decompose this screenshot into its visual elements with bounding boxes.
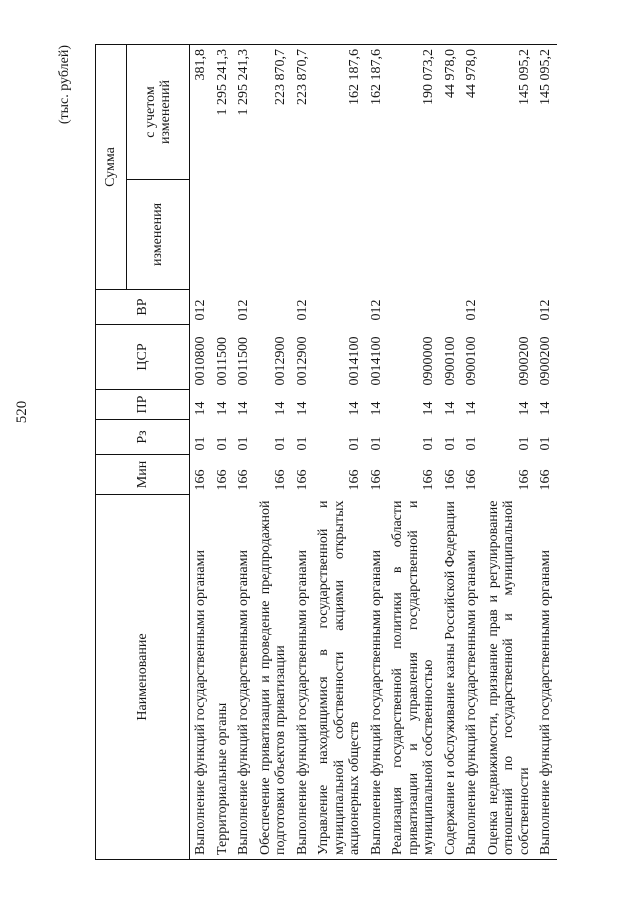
cell-vr: 012 [236, 299, 251, 321]
table-row [292, 45, 314, 860]
cell-change [292, 180, 314, 290]
table-body [190, 45, 557, 860]
cell-total: 145 095,2 [516, 49, 532, 105]
cell-name: Реализация государственной политики в области приватизации и управления государственной и муниципальной собственностью [390, 500, 436, 855]
cell-pr: 14 [421, 401, 436, 416]
cell-min: 166 [193, 469, 208, 491]
cell-min: 166 [294, 469, 310, 491]
cell-rz: 01 [421, 436, 436, 451]
cell-pr: 14 [368, 401, 384, 416]
unit-label: (тыс. рублей) [57, 45, 72, 125]
cell-change [313, 180, 366, 290]
cell-total: 381,8 [193, 49, 208, 81]
header-name: Наименование [96, 495, 190, 860]
cell-total: 44 978,0 [442, 49, 458, 98]
cell-pr: 14 [464, 401, 479, 416]
cell-csr: 0900100 [442, 336, 458, 386]
cell-csr: 0012900 [294, 336, 310, 386]
cell-min: 166 [464, 469, 479, 491]
cell-name: Управление находящимися в государственной и муниципальной собственности акциями открытых акционерных обществ [316, 500, 362, 855]
cell-rz: 01 [368, 436, 384, 451]
cell-csr: 0900000 [421, 336, 436, 386]
cell-name: Содержание и обслуживание казны Российской Федерации [442, 501, 458, 855]
cell-name: Оценка недвижимости, признание прав и регулирование отношений по государственной и муниципальной собственности [485, 500, 532, 855]
table-row [461, 45, 483, 860]
cell-csr: 0900100 [464, 336, 479, 386]
cell-pr: 14 [273, 401, 288, 416]
cell-total: 223 870,7 [294, 49, 310, 105]
table-row [535, 45, 557, 860]
cell-csr: 0900200 [538, 336, 553, 386]
cell-change [440, 180, 462, 290]
cell-name: Территориальные органы [214, 702, 230, 855]
cell-rz: 01 [442, 436, 458, 451]
cell-vr [255, 290, 292, 325]
cell-csr: 0011500 [236, 337, 251, 386]
cell-rz: 01 [273, 436, 288, 451]
budget-table [95, 44, 557, 860]
cell-total: 1 295 241,3 [214, 49, 230, 116]
table-row [483, 45, 536, 860]
cell-pr: 14 [538, 401, 553, 416]
cell-vr [440, 290, 462, 325]
cell-rz: 01 [516, 436, 532, 451]
cell-rz: 01 [193, 436, 208, 451]
cell-name: Выполнение функций государственными органами [294, 550, 310, 855]
cell-vr [483, 290, 536, 325]
cell-name: Выполнение функций государственными органами [464, 550, 479, 855]
cell-csr: 0011500 [214, 337, 230, 386]
cell-pr: 14 [347, 401, 362, 416]
cell-min: 166 [214, 469, 230, 491]
header-sum: Сумма [96, 45, 127, 290]
cell-min: 166 [347, 469, 362, 491]
cell-pr: 14 [193, 401, 208, 416]
cell-name: Выполнение функций государственными органами [538, 550, 553, 855]
cell-name: Выполнение функций государственными органами [368, 550, 384, 855]
cell-change [212, 180, 234, 290]
cell-csr: 0010800 [193, 336, 208, 386]
cell-rz: 01 [464, 436, 479, 451]
cell-total: 223 870,7 [273, 49, 288, 105]
cell-vr [313, 290, 366, 325]
cell-vr: 012 [538, 299, 553, 321]
cell-total: 44 978,0 [464, 49, 479, 98]
cell-csr: 0900200 [516, 336, 532, 386]
cell-change [190, 180, 212, 290]
cell-rz: 01 [214, 436, 230, 451]
cell-csr: 0014100 [347, 336, 362, 386]
cell-change [233, 180, 255, 290]
cell-vr: 012 [464, 299, 479, 321]
table-row [387, 45, 440, 860]
cell-min: 166 [516, 469, 532, 491]
table-row [255, 45, 292, 860]
cell-change [461, 180, 483, 290]
cell-vr: 012 [193, 299, 208, 321]
cell-change [535, 180, 557, 290]
cell-csr: 0012900 [273, 336, 288, 386]
header-change: изменения [127, 180, 190, 290]
cell-pr: 14 [236, 401, 251, 416]
cell-rz: 01 [236, 436, 251, 451]
header-pr: ПР [96, 390, 190, 420]
cell-vr: 012 [294, 299, 310, 321]
cell-rz: 01 [347, 436, 362, 451]
cell-vr [212, 290, 234, 325]
cell-min: 166 [368, 469, 384, 491]
cell-total: 162 187,6 [368, 49, 384, 105]
cell-rz: 01 [294, 436, 310, 451]
cell-change [366, 180, 388, 290]
cell-min: 166 [442, 469, 458, 491]
cell-pr: 14 [442, 401, 458, 416]
cell-vr: 012 [368, 299, 384, 321]
header-rz: Рз [96, 420, 190, 455]
table-row [440, 45, 462, 860]
cell-csr: 0014100 [368, 336, 384, 386]
table-header [96, 45, 190, 860]
cell-rz: 01 [538, 436, 553, 451]
cell-total: 1 295 241,3 [236, 49, 251, 116]
table-row [212, 45, 234, 860]
cell-total: 145 095,2 [538, 49, 553, 105]
cell-min: 166 [421, 469, 436, 491]
cell-min: 166 [538, 469, 553, 491]
cell-change [483, 180, 536, 290]
header-min: Мин [96, 455, 190, 495]
cell-total: 162 187,6 [347, 49, 362, 105]
cell-name: Обеспечение приватизации и проведение предпродажной подготовки объектов приватизации [257, 500, 288, 855]
header-total [127, 45, 190, 180]
header-csr: ЦСР [96, 325, 190, 390]
cell-pr: 14 [214, 401, 230, 416]
cell-vr [387, 290, 440, 325]
header-vr: ВР [96, 290, 190, 325]
cell-change [255, 180, 292, 290]
cell-name: Выполнение функций государственными органами [236, 550, 251, 855]
cell-pr: 14 [294, 401, 310, 416]
table-row [190, 45, 212, 860]
cell-min: 166 [273, 469, 288, 491]
cell-pr: 14 [516, 401, 532, 416]
cell-change [387, 180, 440, 290]
cell-name: Выполнение функций государственными органами [193, 550, 208, 855]
cell-min: 166 [236, 469, 251, 491]
page-number: 520 [14, 400, 30, 424]
table-row [366, 45, 388, 860]
table-row [313, 45, 366, 860]
header-total-label: с учетом изменений [142, 79, 173, 145]
header-row [96, 45, 127, 860]
table-row [233, 45, 255, 860]
cell-total: 190 073,2 [421, 49, 436, 105]
